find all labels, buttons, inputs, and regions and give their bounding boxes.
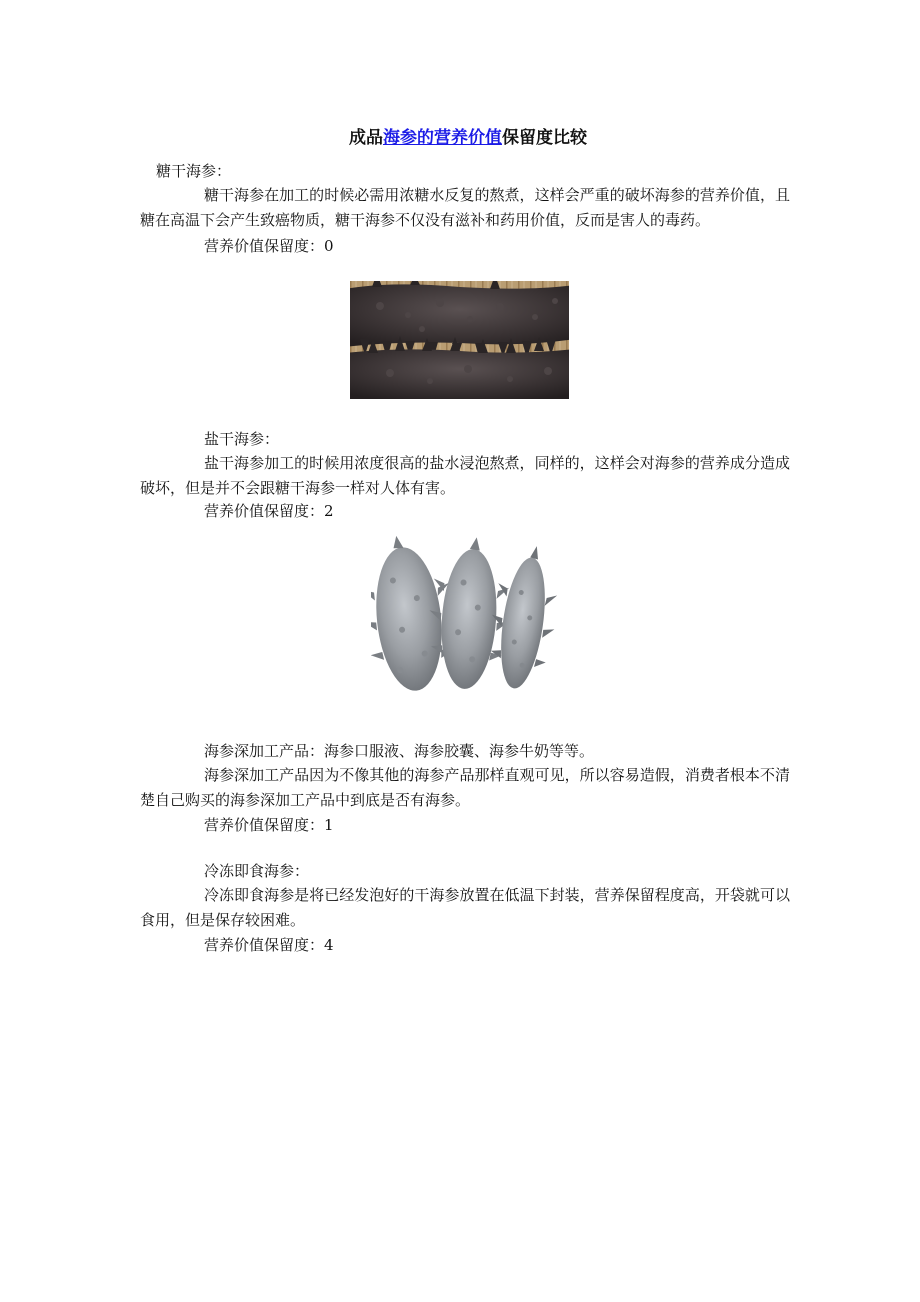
sugar-dried-sea-cucumber-photo	[350, 281, 569, 399]
section-heading-sugar-dried: 糖干海参：	[156, 162, 232, 180]
document-title	[0, 126, 920, 150]
title-prefix: 成品	[349, 128, 383, 148]
section-heading-frozen-ready: 冷冻即食海参：	[204, 862, 310, 880]
salt-dried-sea-cucumber-photo	[371, 527, 557, 710]
section-body-processed-products: 海参深加工产品因为不像其他的海参产品那样直观可见，所以容易造假，消费者根本不清楚自己购买的海参深加工产品中到底是否有海参。	[140, 766, 790, 809]
section-body-frozen-ready: 冷冻即食海参是将已经发泡好的干海参放置在低温下封装，营养保留程度高，开袋就可以食用，但是保存较困难。	[140, 886, 790, 929]
title-link[interactable]: 海参的营养价值	[383, 128, 502, 148]
section-body-sugar-dried: 糖干海参在加工的时候必需用浓糖水反复的熬煮，这样会严重的破坏海参的营养价值，且糖在高温下会产生致癌物质，糖干海参不仅没有滋补和药用价值，反而是害人的毒药。	[140, 186, 790, 229]
rating-frozen-ready: 营养价值保留度：4	[204, 936, 334, 954]
section-heading-salt-dried: 盐干海参：	[204, 430, 280, 448]
rating-processed-products: 营养价值保留度：1	[204, 816, 334, 834]
title-suffix: 保留度比较	[502, 128, 587, 148]
section-heading-processed-products: 海参深加工产品：海参口服液、海参胶囊、海参牛奶等等。	[204, 742, 595, 760]
rating-salt-dried: 营养价值保留度：2	[204, 502, 334, 520]
section-body-salt-dried: 盐干海参加工的时候用浓度很高的盐水浸泡熬煮，同样的，这样会对海参的营养成分造成破坏，但是并不会跟糖干海参一样对人体有害。	[140, 454, 790, 497]
rating-sugar-dried: 营养价值保留度：0	[204, 237, 334, 255]
